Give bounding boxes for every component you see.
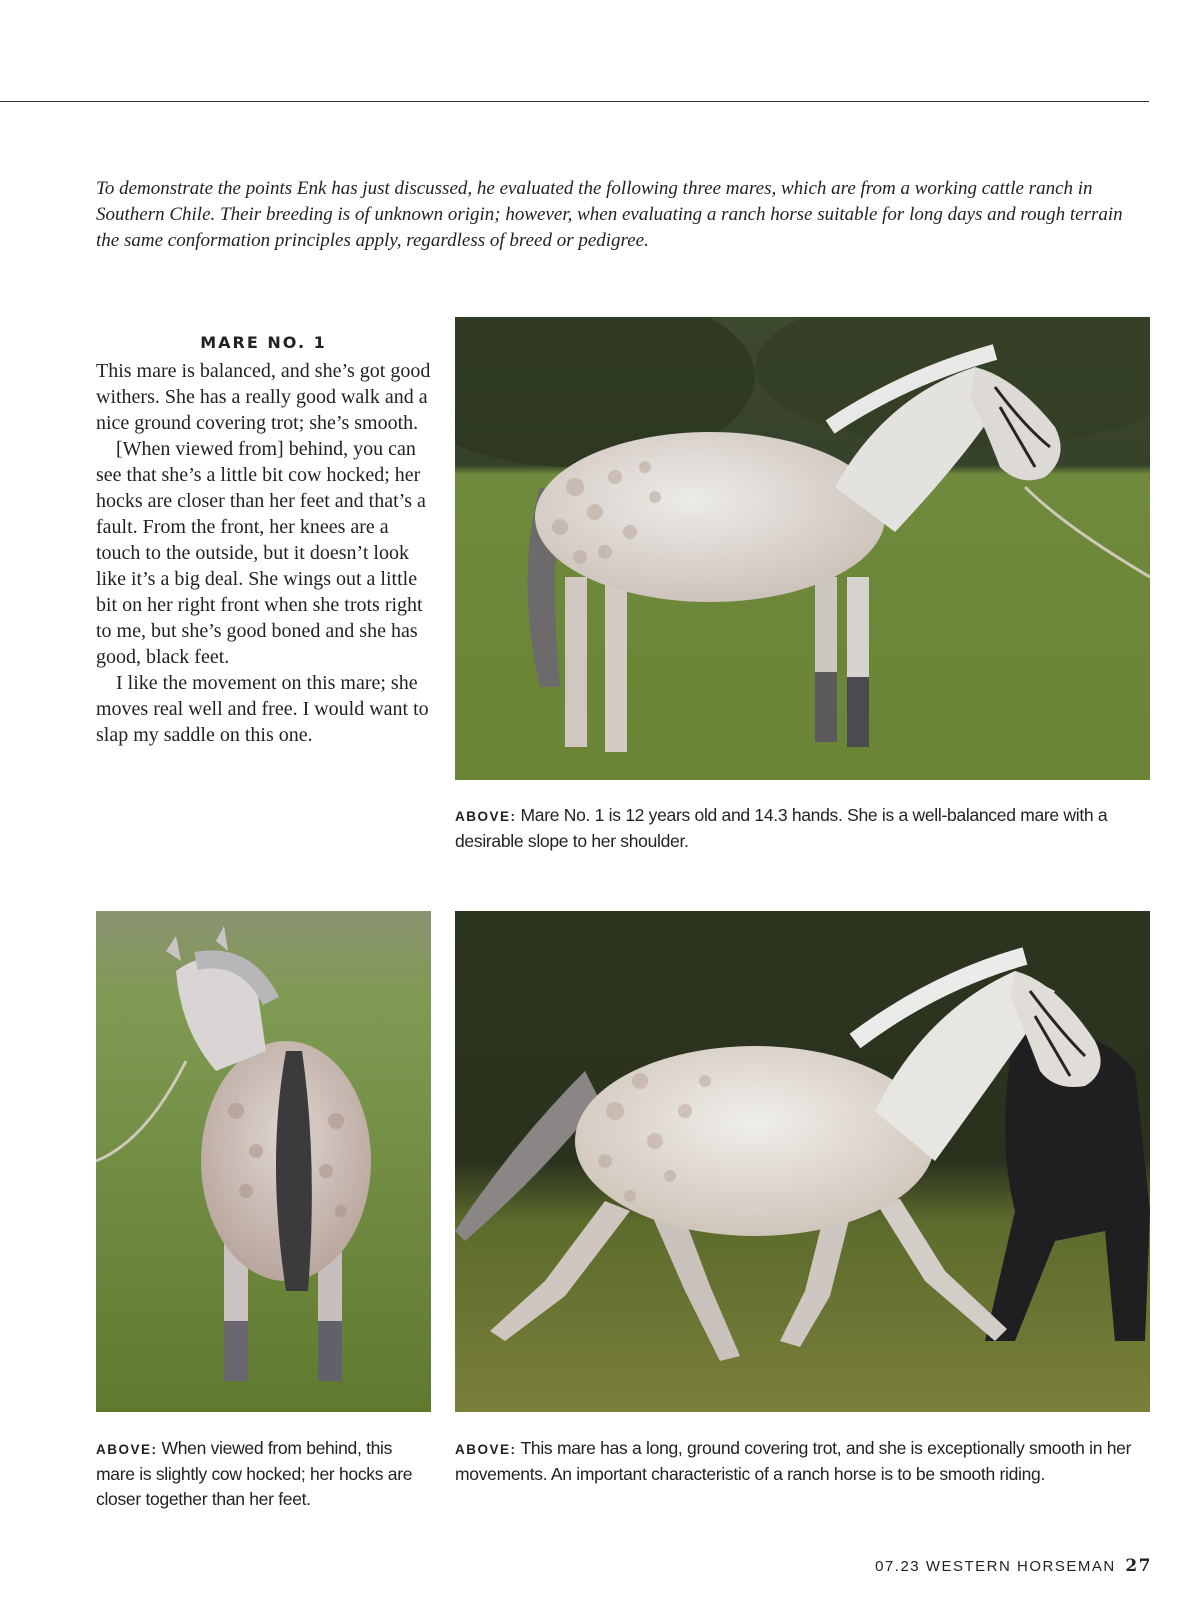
page-number: 27 — [1125, 1556, 1152, 1576]
page-folio — [875, 1556, 1152, 1576]
magazine-name: WESTERN HORSEMAN — [925, 1558, 1116, 1575]
body-paragraph: [When viewed from] behind, you can see that she’s a little bit cow hocked; her hocks are closer than her feet and that’s a fault. From the front, her knees are a touch to the outside, but it doesn’t look like it’s a big deal. She wings out a little bit on her right front when she trots right to me, but she’s good boned and she has good, black feet. — [96, 438, 426, 668]
caption-text: Mare No. 1 is 12 years old and 14.3 hands. She is a well-balanced mare with a desirable slope to her shoulder. — [455, 805, 1108, 851]
caption-text: When viewed from behind, this mare is slightly cow hocked; her hocks are closer together than her feet. — [96, 1438, 413, 1509]
caption-text: This mare has a long, ground covering trot, and she is exceptionally smooth in her movements. An important characteristic of a ranch horse is to be smooth riding. — [455, 1438, 1132, 1484]
top-rule — [0, 101, 1149, 102]
article-body — [96, 358, 431, 748]
caption-lead: ABOVE: — [96, 1442, 158, 1457]
issue-date: 07.23 — [875, 1558, 921, 1575]
intro-paragraph: To demonstrate the points Enk has just discussed, he evaluated the following three mares, which are from a working cattle ranch in Southern Chile. Their breeding is of unknown origin; however, when evaluating a ranch horse suitable for long days and rough terrain the same conformation principles apply, regardless of breed or pedigree. — [96, 178, 1123, 251]
caption-photo-3 — [455, 1436, 1150, 1487]
caption-lead: ABOVE: — [455, 1442, 517, 1457]
caption-photo-1 — [455, 803, 1150, 854]
photo-mare-trotting — [455, 911, 1150, 1412]
caption-lead: ABOVE: — [455, 809, 517, 824]
photo-mare-side-view — [455, 317, 1150, 780]
photo-mare-rear-view — [96, 911, 431, 1412]
body-paragraph: This mare is balanced, and she’s got good withers. She has a really good walk and a nice ground covering trot; she’s smooth. — [96, 360, 431, 434]
section-heading: MARE NO. 1 — [200, 333, 327, 352]
caption-photo-2 — [96, 1436, 431, 1512]
body-paragraph: I like the movement on this mare; she moves real well and free. I would want to slap my saddle on this one. — [96, 672, 429, 746]
